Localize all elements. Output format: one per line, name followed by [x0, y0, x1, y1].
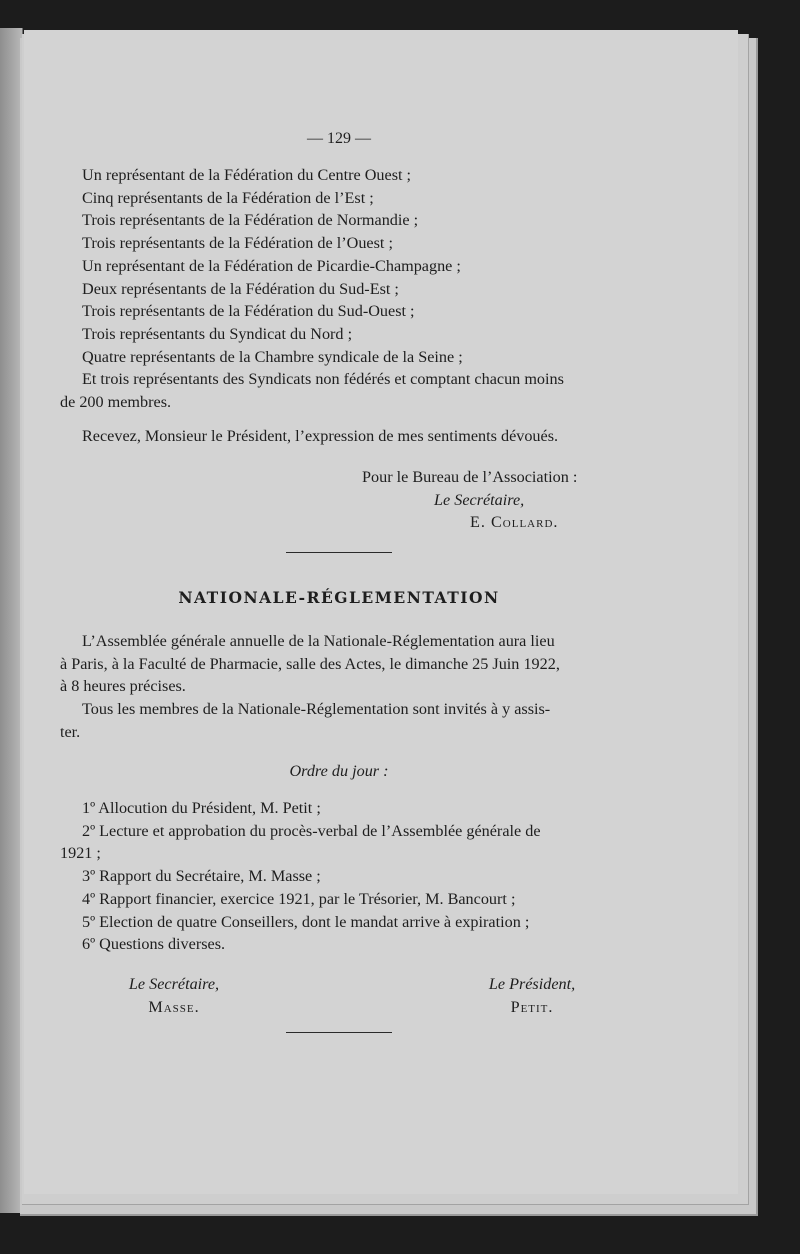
secretary-role: Le Secrétaire, [128, 975, 220, 993]
list-item: Un représentant de la Fédération de Picardie-Champagne ; [82, 256, 461, 275]
signature-role: Le Secrétaire, [434, 490, 525, 509]
secretary-name: Masse. [148, 997, 200, 1016]
list-item: Trois représentants de la Fédération du Sud-Ouest ; [82, 302, 415, 321]
page-number: — 129 — [307, 130, 371, 147]
bottom-signature-left [74, 973, 274, 1018]
representatives-list [60, 164, 620, 414]
signature-for-bureau: Pour le Bureau de l’Association : [362, 468, 578, 486]
section-title: NATIONALE-RÉGLEMENTATION [178, 588, 500, 607]
paragraph-line: Tous les membres de la Nationale-Réglementation sont invités à y assis- [82, 700, 551, 719]
agenda-item: 4º Rapport financier, exercice 1921, par le Trésorier, M. Bancourt ; [82, 889, 516, 908]
list-item: Deux représentants de la Fédération du Sud-Est ; [82, 279, 399, 298]
section-divider [286, 552, 392, 553]
agenda-item: 3º Rapport du Secrétaire, M. Masse ; [82, 867, 321, 886]
list-item: Un représentant de la Fédération du Centre Ouest ; [82, 166, 412, 184]
paragraph-line: à 8 heures précises. [60, 677, 186, 696]
paragraph-line: à Paris, à la Faculté de Pharmacie, salle des Actes, le dimanche 25 Juin 1922, [60, 654, 560, 673]
paragraph-line: ter. [60, 722, 81, 741]
agenda-item: 5º Election de quatre Conseillers, dont le mandat arrive à expiration ; [82, 912, 530, 931]
agenda-item: 6º Questions diverses. [82, 935, 226, 954]
bottom-signature-right [432, 973, 632, 1018]
closing-formula [60, 425, 620, 448]
agenda-item-continuation: 1921 ; [60, 844, 101, 863]
agenda-item: 2º Lecture et approbation du procès-verbal de l’Assemblée générale de [82, 821, 541, 840]
list-item: Quatre représentants de la Chambre syndicale de la Seine ; [82, 347, 463, 366]
list-item-continuation: de 200 membres. [60, 393, 172, 412]
list-item: Et trois représentants des Syndicats non fédérés et comptant chacun moins [82, 370, 564, 389]
signature-block [362, 466, 622, 534]
agenda-item: 1º Allocution du Président, M. Petit ; [82, 799, 321, 817]
list-item: Trois représentants de la Fédération de l’Ouest ; [82, 234, 393, 253]
president-role: Le Président, [488, 975, 576, 993]
president-name: Petit. [510, 997, 554, 1016]
announcement-paragraph [60, 630, 620, 744]
agenda-heading: Ordre du jour : [289, 762, 389, 780]
list-item: Trois représentants du Syndicat du Nord ; [82, 324, 353, 343]
document-page [24, 30, 738, 1194]
list-item: Trois représentants de la Fédération de Normandie ; [82, 211, 419, 230]
paragraph-line: L’Assemblée générale annuelle de la Nationale-Réglementation aura lieu [82, 632, 555, 650]
signature-name: E. Collard. [470, 513, 559, 532]
closing-line: Recevez, Monsieur le Président, l’expression de mes sentiments dévoués. [82, 427, 559, 445]
list-item: Cinq représentants de la Fédération de l’Est ; [82, 188, 374, 207]
bottom-divider [286, 1032, 392, 1033]
agenda-list [60, 797, 620, 956]
